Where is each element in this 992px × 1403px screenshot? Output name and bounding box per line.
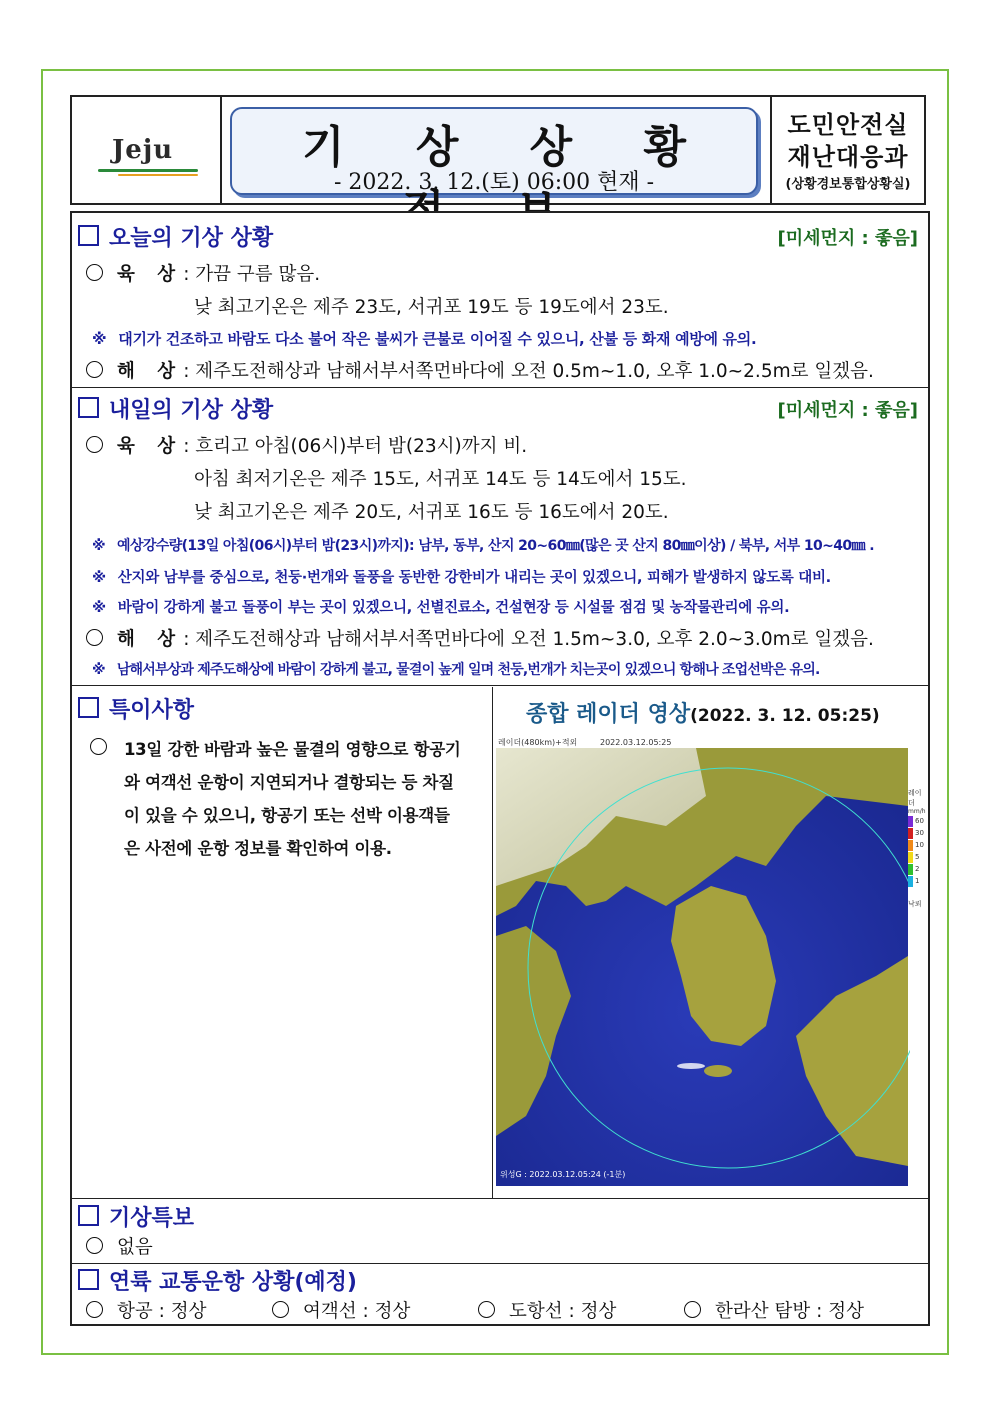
legend-items	[908, 815, 928, 887]
today-note: ※ 대기가 건조하고 바람도 다소 불어 작은 불씨가 큰불로 이어질 수 있으니, 산불 등 화재 예방에 유의.	[92, 330, 757, 348]
circle-bullet-icon	[478, 1301, 495, 1318]
legend-unit: mm/h	[908, 808, 926, 815]
circle-bullet-icon	[272, 1301, 289, 1318]
traffic-ferry: 여객선 : 정상	[272, 1297, 410, 1323]
circle-bullet-icon	[86, 361, 103, 378]
tomorrow-heading: 내일의 기상 상황	[78, 393, 273, 424]
legend-swatch	[908, 816, 913, 827]
warning-heading: 기상특보	[78, 1201, 194, 1232]
circle-bullet-icon	[86, 1301, 103, 1318]
special-line-1: 13일 강한 바람과 높은 물결의 영향으로 항공기	[124, 740, 461, 759]
traffic-heading: 연륙 교통운항 상황(예정)	[78, 1265, 357, 1296]
tomorrow-note-sea: ※ 남해서부상과 제주도해상에 바람이 강하게 불고, 물결이 높게 일며 천둥,번개가 치는곳이 있겠으니 항해나 조업선박은 유의.	[92, 662, 820, 678]
checkbox-icon	[78, 1205, 99, 1226]
legend-item	[908, 863, 928, 875]
department-cell	[770, 97, 924, 203]
legend-lightning: 낙뢰	[908, 900, 922, 908]
special-line-2: 와 여객선 운항이 지연되거나 결항되는 등 차질	[124, 773, 454, 792]
office-name: (상황경보통합상황실)	[785, 177, 911, 192]
checkbox-icon	[78, 225, 99, 246]
today-land-line: 육 상: 가끔 구름 많음.	[86, 260, 320, 286]
divider	[72, 387, 928, 388]
legend-item	[908, 815, 928, 827]
legend-title: 레이더	[908, 789, 922, 807]
legend-item	[908, 851, 928, 863]
tomorrow-note-storm: ※ 산지와 남부를 중심으로, 천둥·번개와 돌풍을 동반한 강한비가 내리는 곳이 있겠으니, 피해가 발생하지 않도록 대비.	[92, 570, 831, 586]
circle-bullet-icon	[86, 264, 103, 281]
main-content	[70, 211, 930, 1326]
divider	[72, 1198, 928, 1199]
traffic-hallasan: 한라산 탐방 : 정상	[684, 1297, 864, 1323]
checkbox-icon	[78, 1269, 99, 1290]
checkbox-icon	[78, 397, 99, 418]
tomorrow-land-min: 아침 최저기온은 제주 15도, 서귀포 14도 등 14도에서 15도.	[194, 469, 687, 490]
radar-time: 2022.03.12.05:25	[600, 738, 672, 747]
legend-swatch	[908, 840, 913, 851]
radar-title: 종합 레이더 영상(2022. 3. 12. 05:25)	[526, 702, 880, 727]
tomorrow-note-wind: ※ 바람이 강하게 불고 돌풍이 부는 곳이 있겠으니, 선별진료소, 건설현장 등 시설물 점검 및 농작물관리에 유의.	[92, 600, 790, 616]
special-line-4: 은 사전에 운항 정보를 확인하여 이용.	[124, 839, 392, 858]
legend-swatch	[908, 828, 913, 839]
legend-item	[908, 875, 928, 887]
legend-swatch	[908, 852, 913, 863]
legend-value: 2	[915, 865, 920, 873]
divider	[72, 1263, 928, 1264]
header	[70, 95, 926, 205]
special-heading: 특이사항	[78, 693, 194, 724]
legend-value: 10	[915, 841, 924, 849]
radar-image	[496, 736, 910, 1196]
legend-item	[908, 827, 928, 839]
circle-bullet-icon	[90, 738, 107, 755]
legend-value: 1	[915, 877, 920, 885]
legend-swatch	[908, 876, 913, 887]
logo-swoosh-green	[98, 169, 198, 172]
tomorrow-land-line: 육 상: 흐리고 아침(06시)부터 밤(23시)까지 비.	[86, 432, 527, 458]
checkbox-icon	[78, 697, 99, 718]
radar-label: 레이더(480km)+적외	[498, 738, 578, 747]
special-bullet	[90, 738, 121, 759]
satellite-time: 위성G : 2022.03.12.05:24 (-1분)	[500, 1170, 626, 1179]
circle-bullet-icon	[86, 1237, 103, 1254]
today-land-temp: 낮 최고기온은 제주 23도, 서귀포 19도 등 19도에서 23도.	[194, 297, 669, 318]
radar-land-jeju	[704, 1065, 732, 1077]
today-dust: [미세먼지 : 좋음]	[777, 228, 918, 249]
jeju-logo	[94, 135, 204, 175]
legend-item	[908, 839, 928, 851]
page-title: 기 상 상 황	[302, 122, 714, 173]
radar-echo	[677, 1063, 705, 1069]
radar-legend	[908, 788, 928, 909]
today-sea-line: 해 상: 제주도전해상과 남해서부서쪽먼바다에 오전 0.5m~1.0, 오후 1.0~2.5m로 일겠음.	[86, 357, 874, 383]
today-heading: 오늘의 기상 상황	[78, 221, 273, 252]
circle-bullet-icon	[86, 629, 103, 646]
traffic-island-ferry: 도항선 : 정상	[478, 1297, 616, 1323]
traffic-air: 항공 : 정상	[86, 1297, 206, 1323]
logo-cell	[72, 97, 222, 203]
department-name: 도민안전실	[787, 111, 909, 139]
tomorrow-note-rain: ※ 예상강수량(13일 아침(06시)부터 밤(23시)까지): 남부, 동부, 산지 20~60㎜(많은 곳 산지 80㎜이상) / 북부, 서부 10~40㎜ .	[92, 538, 874, 554]
tomorrow-dust: [미세먼지 : 좋음]	[777, 400, 918, 421]
division-name: 재난대응과	[787, 143, 909, 171]
title-frame	[230, 107, 758, 195]
circle-bullet-icon	[684, 1301, 701, 1318]
legend-value: 5	[915, 853, 920, 861]
legend-value: 60	[915, 817, 924, 825]
tomorrow-land-max: 낮 최고기온은 제주 20도, 서귀포 16도 등 16도에서 20도.	[194, 502, 669, 523]
legend-value: 30	[915, 829, 924, 837]
legend-swatch	[908, 864, 913, 875]
tomorrow-sea-line: 해 상: 제주도전해상과 남해서부서쪽먼바다에 오전 1.5m~3.0, 오후 2.0~3.0m로 일겠음.	[86, 625, 874, 651]
warning-line: 없음	[86, 1233, 153, 1259]
column-divider	[492, 687, 493, 1198]
special-line-3: 이 있을 수 있으니, 항공기 또는 선박 이용객들	[124, 806, 450, 825]
divider	[72, 685, 928, 686]
circle-bullet-icon	[86, 436, 103, 453]
logo-text: Jeju	[112, 135, 174, 165]
page-subtitle: - 2022. 3. 12.(토) 06:00 현재 -	[333, 170, 655, 195]
logo-swoosh-orange	[118, 174, 198, 176]
